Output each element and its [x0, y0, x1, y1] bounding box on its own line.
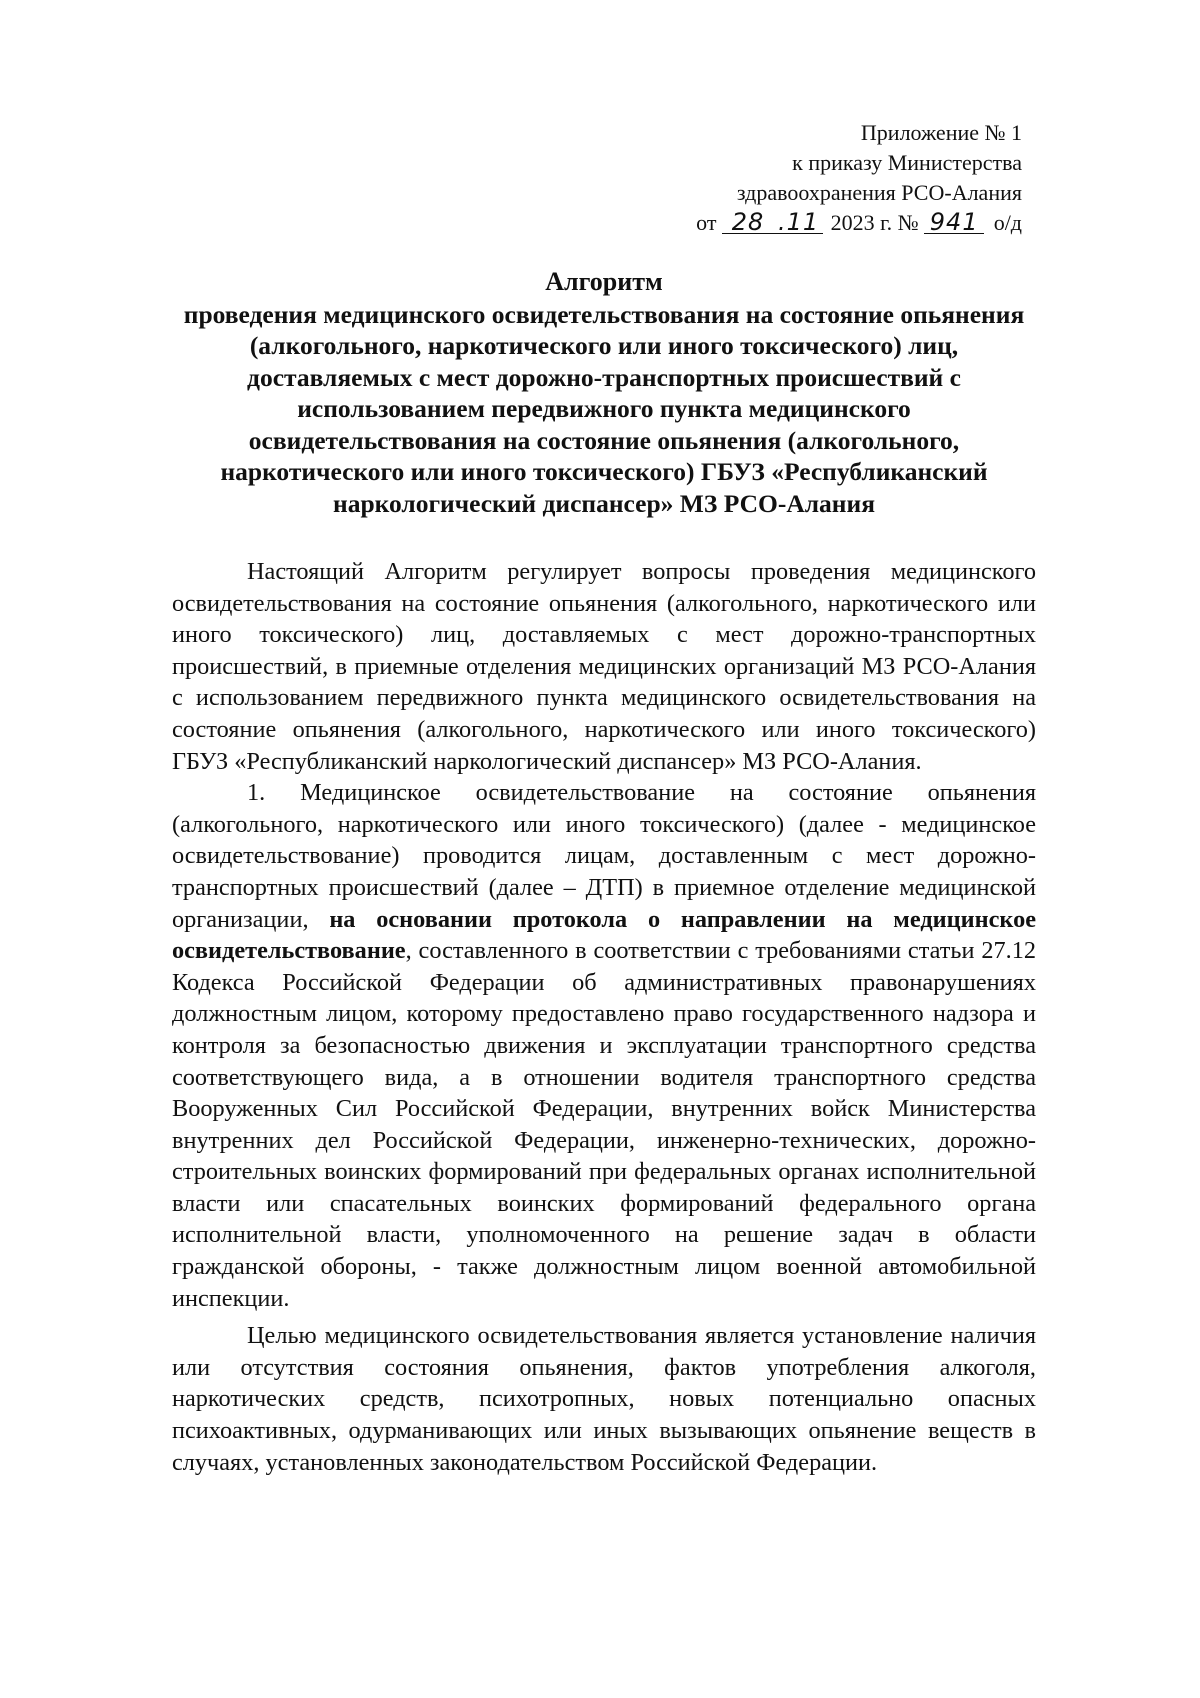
title-line: проведения медицинского освидетельствования на состояние опьянения	[183, 299, 1025, 329]
order-suffix: о/д	[993, 210, 1022, 235]
annex-order-ref: к приказу Министерства	[792, 150, 1022, 175]
title-line: наркотического или иного токсического) ГБУЗ «Республиканский	[220, 457, 988, 486]
paragraph-2: Целью медицинского освидетельствования является установление наличия или отсутствия состояния опьянения, фактов употребления алкоголя, наркотических средств, психотропных, новых потенциально опасных психоактивных, одурманивающих или иных вызывающих опьянение веществ в случаях, установленных законодательством Российской Федерации.	[172, 1322, 1036, 1476]
date-year: 2023 г. №	[830, 210, 919, 235]
title-line: освидетельствования на состояние опьянения (алкогольного,	[248, 425, 960, 455]
date-prefix: от	[696, 210, 717, 235]
handwritten-month: .11	[774, 211, 823, 234]
title-main: Алгоритм	[545, 267, 663, 296]
title-line: наркологический диспансер» МЗ РСО-Алания	[333, 488, 875, 518]
document-body	[172, 556, 1036, 1478]
title-line: доставляемых с мест дорожно-транспортных происшествий с	[247, 362, 961, 392]
title-line: использованием передвижного пункта медицинского	[297, 394, 911, 423]
annex-title: Приложение № 1	[860, 120, 1022, 145]
intro-paragraph: Настоящий Алгоритм регулирует вопросы проведения медицинского освидетельствования на состояние опьянения (алкогольного, наркотического или иного токсического) лиц, доставляемых с мест дорожно-транспортных происшествий, в приемные отделения медицинских организаций МЗ РСО-Алания с использованием передвижного пункта медицинского освидетельствования на состояние опьянения (алкогольного, наркотического или иного токсического) ГБУЗ «Республиканский наркологический диспансер» МЗ РСО-Алания.	[172, 558, 1036, 775]
annex-header	[696, 118, 1022, 238]
annex-date-line	[696, 208, 1022, 238]
handwritten-day: 28	[722, 211, 774, 234]
paragraph-1-end: , составленного в соответствии с требованиями статьи 27.12 Кодекса Российской Федерации об административных правонарушениях должностным лицом, которому предоставлено право государственного надзора и контроля за безопасностью движения и эксплуатации транспортного средства соответствующего вида, а в отношении водителя транспортного средства Вооруженных Сил Российской Федерации, внутренних войск Министерства внутренних дел Российской Федерации, инженерно-технических, дорожно-строительных воинских формирований при федеральных органах исполнительной власти или спасательных воинских формирований федерального органа исполнительной власти, уполномоченного на решение задач в области гражданской обороны, - также должностным лицом военной автомобильной инспекции.	[172, 937, 1036, 1312]
annex-ministry: здравоохранения РСО-Алания	[736, 180, 1022, 205]
paragraph-1-start: 1. Медицинское освидетельствование на состояние опьянения (алкогольного, наркотического или иного токсического) (далее - медицинское освидетельствование) проводится лицам, доставленным с мест дорожно-транспортных происшествий (далее – ДТП) в приемное отделение медицинской организации,	[172, 779, 1036, 933]
title-line: (алкогольного, наркотического или иного токсического) лиц,	[249, 331, 959, 360]
paragraph-1-bold: на основании протокола о направлении на медицинское освидетельствование	[172, 905, 1037, 965]
handwritten-order-number: 941	[924, 211, 984, 234]
paragraph-1	[172, 777, 1036, 1314]
document-title	[170, 266, 1038, 519]
